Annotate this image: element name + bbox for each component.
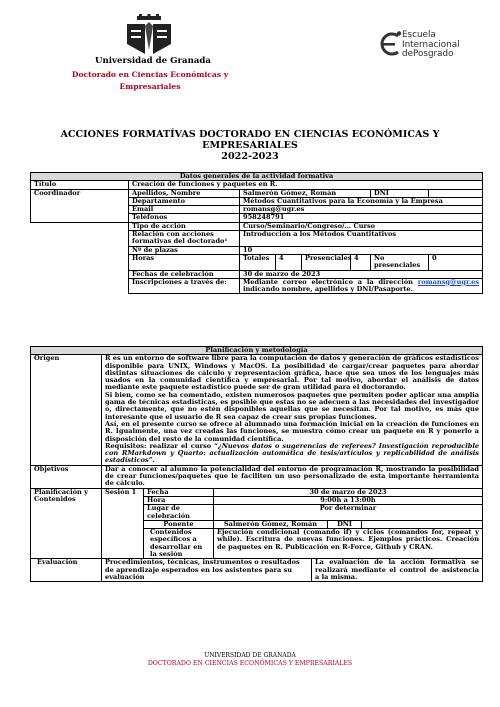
- title-line-2: EMPRESARIALES: [202, 140, 298, 151]
- fechas-value: 30 de marzo de 2023: [240, 270, 483, 278]
- titulo-value: Creación de funciones y paquetes en R.: [129, 181, 483, 189]
- tipo-accion-label: Tipo de acción: [129, 222, 240, 230]
- objetivos-label: Objetivos: [31, 465, 102, 488]
- titulo-label: Título: [31, 181, 129, 189]
- general-data-heading: Datos generales de la actividad formativa: [31, 173, 483, 181]
- evaluacion-label: Evaluación: [31, 559, 102, 582]
- program-line-1: Doctorado en Ciencias Económicas y: [71, 70, 229, 79]
- relacion-label: Relación con acciones formativas del doctorado¹: [129, 231, 240, 247]
- dni-label: DNI: [371, 189, 429, 197]
- tipo-accion-value: Curso/Seminario/Congreso/… Curso: [240, 222, 483, 230]
- fecha-value: 30 de marzo de 2023: [214, 488, 483, 496]
- ep-line-3: dePosgrado: [402, 49, 454, 59]
- ponente-label: Ponente: [144, 520, 214, 528]
- fechas-label: Fechas de celebración: [129, 270, 240, 278]
- no-presenciales-value: 0: [429, 254, 483, 270]
- totales-value: 4: [276, 254, 302, 270]
- plazas-value: 10: [240, 246, 483, 254]
- ponente-value: Salmerón Gómez, Román: [214, 520, 328, 528]
- evaluacion-criteria: Procedimientos, técnicas, instrumentos o resultados de aprendizaje esperados en los asistentes para su evaluación: [102, 559, 312, 582]
- lugar-label: Lugar de celebración: [144, 505, 214, 521]
- blank-cell: [31, 254, 129, 270]
- blank-cell: [31, 278, 129, 294]
- hora-value: 9:00h a 13:00h: [214, 496, 483, 504]
- origen-paragraph-2: Si bien, como se ha comentado, existen numerosos paquetes que permiten poder aplicar una amplia gama de técnicas estadísticas, es posible que estas no se adecuen a las necesidades del investigador o, directamente, que no estén disponibles aquellas que se necesitan. Por tal motivo, es más que interesante que el usuario de R sea capaz de crear sus propias funciones.: [105, 390, 480, 421]
- general-data-table: [30, 172, 483, 294]
- telefonos-label: Teléfonos: [129, 214, 240, 222]
- ponente-dni-label: DNI: [328, 520, 362, 528]
- origen-value: [102, 355, 483, 465]
- departamento-value: Métodos Cuantitativos para la Economía y la Empresa: [240, 197, 483, 205]
- contenidos-value: Ejecución condicional (comando if) y ciclos (comandos for, repeat y while). Escritura de nuevas funciones. Ejemplos prácticos. Creación de paquetes en R. Publicación en R-Force, Github y CRAN.: [214, 529, 483, 559]
- postgraduate-school-logo-mark: [378, 30, 404, 60]
- footer-university: UNIVERSIDAD DE GRANADA: [204, 652, 296, 659]
- lugar-value: Por determinar: [214, 505, 483, 521]
- requisitos-course-title: “¿Nuevos datos o sugerencias de referees? Investigación reproducible con RMarkdown y Quarto: actualización automática de tesis/artículos y replicabilidad de análisis estadísticos”.: [105, 441, 480, 465]
- inscripciones-text: Mediante correo electrónico a la dirección: [243, 277, 413, 286]
- evaluacion-value: La evaluación de la acción formativa se realizará mediante el control de asistencia a la misma.: [312, 559, 483, 582]
- planning-heading: Planificación y metodología: [31, 347, 483, 355]
- inscripciones-value: [240, 278, 483, 294]
- telefonos-value: 958248791: [240, 214, 483, 222]
- blank-cell: [31, 222, 129, 230]
- no-presenciales-label: No presenciales: [371, 254, 429, 270]
- blank-cell: [31, 246, 129, 254]
- inscripciones-email-link[interactable]: romansg@ugr.es: [417, 277, 480, 286]
- inscripciones-text-2: indicando nombre, apellidos y DNI/Pasaporte.: [243, 285, 413, 294]
- sesion-label: Sesión 1: [102, 488, 144, 559]
- blank-cell: [31, 270, 129, 278]
- origen-paragraph-1: R es un entorno de software libre para la computación de datos y generación de gráficos estadísticos disponible para UNIX, Windows y MacOS. La posibilidad de cargar/crear paquetes para abordar distintas situaciones de cálculo y representación gráfica, hace que sea unos de los lenguajes más usados en la comunidad científica y empresarial. Por tal motivo, abordar el análisis de datos mediante este paquete estadístico puede ser de gran utilidad para el doctorando.: [105, 354, 480, 392]
- email-value: romansg@ugr.es: [240, 206, 483, 214]
- footer-program: DOCTORADO EN CIENCIAS ECONÓMICAS Y EMPRESARIALES: [147, 660, 353, 667]
- presenciales-value: 4: [351, 254, 371, 270]
- ep-line-1: Escuela: [402, 30, 436, 40]
- planificacion-label: Planificación y Contenidos: [31, 488, 102, 559]
- relacion-value: Introducción a los Métodos Cuantitativos: [240, 231, 483, 247]
- origen-paragraph-3: Así, en el presente curso se ofrece al alumnado una formación inicial en la creación de funciones en R. Igualmente, una vez creadas las funciones, se muestra cómo crear un paquete en R y ponerlo a disposición del resto de la comunidad científica.: [105, 419, 480, 443]
- horas-label: Horas: [129, 254, 240, 270]
- program-name: [55, 69, 245, 93]
- ep-line-2: Internacional: [402, 39, 460, 50]
- email-label: Email: [129, 206, 240, 214]
- title-line-3: 2022-2023: [221, 151, 279, 162]
- fecha-label: Fecha: [144, 488, 214, 496]
- plazas-label: Nº de plazas: [129, 246, 240, 254]
- apellidos-label: Apellidos, Nombre: [129, 189, 240, 197]
- contenidos-label: Contenidos específicos a desarrollar en la sesión: [144, 529, 214, 559]
- presenciales-label: Presenciales: [302, 254, 351, 270]
- totales-label: Totales: [240, 254, 276, 270]
- coordinador-label: Coordinador: [31, 189, 129, 222]
- title-line-1: ACCIONES FORMATÍVAS DOCTORADO EN CIENCIAS ECONÓMICAS Y: [60, 129, 440, 140]
- inscripciones-label: Inscripciones a través de:: [129, 278, 240, 294]
- departamento-label: Departamento: [129, 197, 240, 205]
- planning-table: [30, 346, 483, 582]
- program-line-2: Empresariales: [119, 82, 181, 91]
- hora-label: Hora: [144, 496, 214, 504]
- apellidos-value: Salmerón Gómez, Román: [240, 189, 371, 197]
- requisitos-text: Requisitos: realizar el curso: [105, 441, 215, 450]
- university-crest-logo: [123, 14, 175, 56]
- origen-label: Origen: [31, 355, 102, 465]
- university-name: Universidad de Granada: [95, 56, 211, 66]
- objetivos-value: Dar a conocer al alumno la potencialidad del entorno de programación R, mostrando la posibilidad de crear funciones/paquetes que le faciliten un uso personalizado de esta importante herramienta de cálculo.: [102, 465, 483, 488]
- blank-cell: [31, 231, 129, 247]
- postgraduate-school-logo-text: [402, 31, 460, 60]
- document-title: [40, 129, 460, 162]
- origen-paragraph-4: [105, 443, 479, 465]
